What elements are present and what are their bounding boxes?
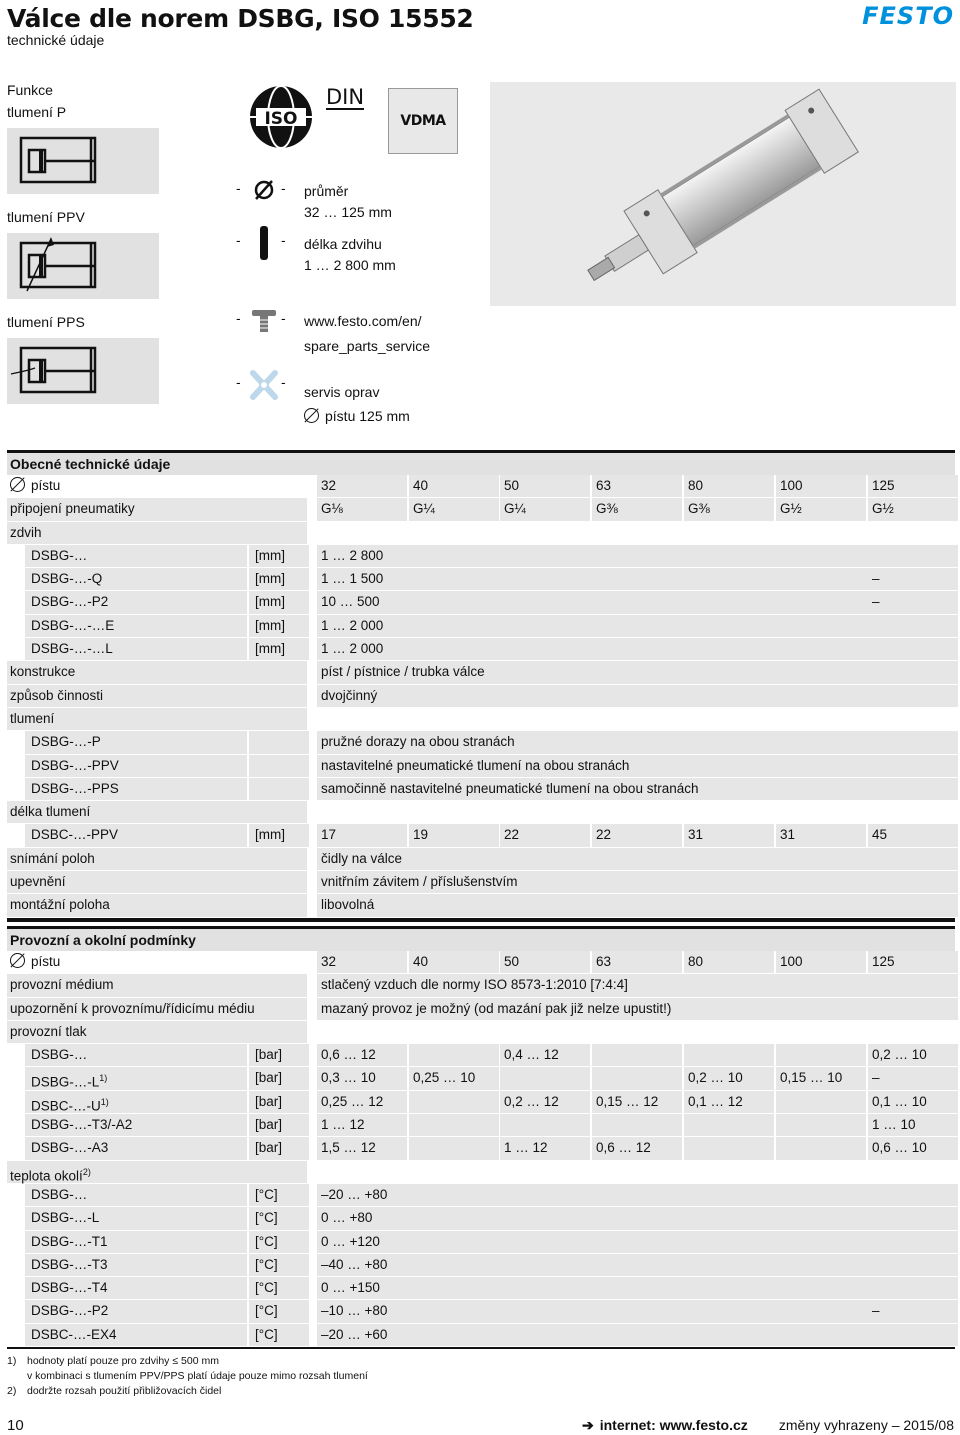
row-label: provozní médium (10, 977, 114, 993)
iso-logo (248, 84, 314, 150)
table-cell: 0,15 … 12 (596, 1093, 659, 1109)
table-cell: 0,6 … 12 (321, 1047, 376, 1063)
table-cell: 0,6 … 12 (596, 1140, 651, 1156)
row-unit: [bar] (255, 1140, 283, 1156)
table-cell: G½ (780, 501, 802, 517)
row-unit: [°C] (255, 1233, 278, 1249)
row-label: DSBG-…-T1 (31, 1233, 108, 1249)
row-label: DSBG-…-PPS (31, 780, 119, 796)
diameter-header-cell: 63 (596, 954, 612, 969)
row-label: DSBG-…-T4 (31, 1280, 108, 1296)
row-label: DSBG-… (31, 1186, 88, 1202)
row-unit: [mm] (255, 827, 285, 843)
table-row (7, 824, 955, 847)
row-unit: [bar] (255, 1070, 283, 1086)
row-unit: [°C] (255, 1256, 278, 1272)
table-cell: 0,15 … 10 (780, 1070, 843, 1086)
table-cell: G⅛ (321, 501, 343, 517)
row-unit: [°C] (255, 1303, 278, 1319)
footer-changes: změny vyhrazeny – 2015/08 (778, 1417, 954, 1433)
row-label: DSBC-…-PPV (31, 827, 119, 843)
function-label-ppv: tlumení PPV (7, 209, 85, 225)
diameter-header-cell: 50 (504, 954, 520, 969)
table-row (7, 1207, 955, 1230)
table-span-cell: –40 … +80 (321, 1256, 388, 1272)
table-cell: 0,1 … 10 (872, 1093, 927, 1109)
table-row (7, 1137, 955, 1160)
row-unit: [mm] (255, 547, 285, 563)
table-span-cell: stlačený vzduch dle normy ISO 8573-1:2010 [7:4:4] (321, 977, 628, 993)
page-title: Válce dle norem DSBG, ISO 15552 (7, 4, 474, 33)
function-label-p: tlumení P (7, 104, 67, 120)
general-table-heading: Obecné technické údaje (7, 450, 955, 475)
table-span-cell: 1 … 2 000 (321, 617, 384, 633)
table-span-cell: samočinně nastavitelné pneumatické tlumení na obou stranách (321, 780, 699, 796)
diameter-header-cell: 125 (872, 954, 895, 969)
table-row (7, 708, 955, 731)
table-span-cell: libovolná (321, 897, 375, 913)
spare-parts-link[interactable]: www.festo.com/en/ (304, 313, 422, 329)
general-diameter-row (7, 475, 955, 498)
table-span-cell: 1 … 2 800 (321, 547, 384, 563)
operating-table-heading: Provozní a okolní podmínky (7, 926, 955, 951)
row-unit: [mm] (255, 617, 285, 633)
table-cell: G¼ (504, 501, 526, 517)
table-cell: 0,2 … 12 (504, 1093, 559, 1109)
row-label: DSBG-…-PPV (31, 757, 119, 773)
arrow-right-icon: ➔ (582, 1417, 594, 1433)
table-cell: 22 (596, 827, 612, 843)
table-row (7, 1044, 955, 1067)
row-unit: [mm] (255, 594, 285, 610)
table-row (7, 1300, 955, 1323)
table-row (7, 1324, 955, 1347)
row-label: DSBG-…-Q (31, 571, 103, 587)
row-label: DSBG-… (31, 547, 88, 563)
page-number: 10 (7, 1417, 24, 1434)
diameter-header-cell: 80 (688, 954, 704, 969)
row-unit: [°C] (255, 1210, 278, 1226)
table-cell: G⅜ (688, 501, 710, 517)
cushioning-pps-symbol (7, 338, 159, 404)
row-unit: [bar] (255, 1047, 283, 1063)
diameter-symbol-icon (304, 408, 319, 423)
operating-diameter-row (7, 951, 955, 974)
functions-heading: Funkce (7, 82, 53, 98)
spec-diameter-value: 32 … 125 mm (304, 204, 392, 220)
table-row (7, 1021, 955, 1044)
row-label: DSBG-… (31, 1047, 88, 1063)
table-row (7, 1277, 955, 1300)
row-label: připojení pneumatiky (10, 501, 135, 517)
diameter-symbol-icon (10, 953, 25, 968)
table-row (7, 871, 955, 894)
table-cell: 0,1 … 12 (688, 1093, 743, 1109)
table-cell: 0,25 … 10 (413, 1070, 476, 1086)
diameter-header-cell: 100 (780, 954, 803, 969)
row-unit: [°C] (255, 1186, 278, 1202)
row-label: DSBG-…-P2 (31, 1303, 109, 1319)
table-row (7, 545, 955, 568)
table-row (7, 1254, 955, 1277)
table-span-cell: nastavitelné pneumatické tlumení na obou stranách (321, 757, 630, 773)
table-cell: 1,5 … 12 (321, 1140, 376, 1156)
row-label: provozní tlak (10, 1023, 87, 1039)
diameter-header-cell: 50 (504, 478, 520, 493)
diameter-symbol-icon (10, 477, 25, 492)
row-unit: [mm] (255, 571, 285, 587)
diameter-header-cell: 40 (413, 478, 429, 493)
table-cell: 0,2 … 10 (872, 1047, 927, 1063)
cushioning-p-symbol (7, 128, 159, 194)
table-cell: 0,4 … 12 (504, 1047, 559, 1063)
spec-repair-value: pístu 125 mm (304, 408, 410, 424)
table-cell: 0,6 … 10 (872, 1140, 927, 1156)
row-label: konstrukce (10, 664, 76, 680)
row-label: DSBG-…-P (31, 734, 101, 750)
table-row (7, 1161, 955, 1184)
row-label: DSBG-…-L (31, 1210, 100, 1226)
table-cell: 45 (872, 827, 888, 843)
row-label: upozornění k provoznímu/řídicímu médiu (10, 1000, 255, 1016)
diameter-header-cell: 63 (596, 478, 612, 493)
table-span-cell: 0 … +150 (321, 1280, 380, 1296)
table-cell: 1 … 10 (872, 1117, 916, 1133)
vdma-logo: VDMA (388, 88, 458, 154)
diameter-icon (252, 178, 276, 202)
function-label-pps: tlumení PPS (7, 314, 85, 330)
table-span-cell: 1 … 1 500 (321, 571, 384, 587)
din-logo: DIN (326, 85, 365, 109)
table-row (7, 638, 955, 661)
diameter-label: pístu (10, 475, 60, 497)
product-image (490, 82, 956, 306)
table-cell: 22 (504, 827, 520, 843)
table-cell: 31 (780, 827, 796, 843)
cushioning-ppv-symbol (7, 233, 159, 299)
table-cell: 19 (413, 827, 429, 843)
table-cell: 0,2 … 10 (688, 1070, 743, 1086)
diameter-header-cell: 125 (872, 478, 895, 493)
table-row (7, 801, 955, 824)
spec-stroke-value: 1 … 2 800 mm (304, 257, 396, 273)
row-label: DSBG-…-A3 (31, 1140, 109, 1156)
footer-internet-link[interactable]: ➔ internet: www.festo.cz (582, 1417, 748, 1433)
row-label: DSBC-…-EX4 (31, 1326, 117, 1342)
spare-parts-icon (250, 308, 278, 334)
table-row (7, 522, 955, 545)
row-label: DSBG-…-T3/-A2 (31, 1117, 133, 1133)
row-unit: [bar] (255, 1117, 283, 1133)
repair-icon (250, 370, 278, 400)
table-row (7, 974, 955, 997)
table-row (7, 755, 955, 778)
spec-diameter-label: průměr (304, 183, 349, 199)
table-span-cell: –20 … +60 (321, 1326, 388, 1342)
table-row (7, 568, 955, 591)
row-label: teplota okolí$^{2)}$ (10, 1166, 91, 1184)
table-row (7, 848, 955, 871)
table-span-cell: mazaný provoz je možný (od mazání pak již nelze upustit!) (321, 1000, 672, 1016)
table-span-cell: 10 … 500 (321, 594, 380, 610)
row-unit: [bar] (255, 1093, 283, 1109)
table-row (7, 1091, 955, 1114)
row-label: tlumení (10, 710, 55, 726)
table-row (7, 1114, 955, 1137)
table-cell: G½ (872, 501, 894, 517)
svg-text:ISO: ISO (264, 109, 298, 129)
table-span-cell: pružné dorazy na obou stranách (321, 734, 515, 750)
row-label: DSBG-…-…E (31, 617, 115, 633)
diameter-label: pístu (10, 951, 60, 973)
table-span-cell: 0 … +80 (321, 1210, 373, 1226)
row-unit: [mm] (255, 641, 285, 657)
table-row (7, 1231, 955, 1254)
row-label: DSBG-…-…L (31, 641, 113, 657)
table-cell: 1 … 12 (504, 1140, 548, 1156)
spec-repair-label: servis oprav (304, 384, 380, 400)
row-unit: [°C] (255, 1280, 278, 1296)
table-row (7, 498, 955, 521)
operating-conditions-table (7, 926, 955, 1349)
table-row (7, 661, 955, 684)
footnote-1b: v kombinaci s tlumením PPV/PPS platí údaje pouze mimo rozsah tlumení (27, 1370, 368, 1382)
table-cell: G¼ (413, 501, 435, 517)
table-span-cell: píst / pístnice / trubka válce (321, 664, 485, 680)
row-label: DSBG-…-P2 (31, 594, 109, 610)
page-subtitle: technické údaje (7, 32, 105, 48)
table-cell: 31 (688, 827, 704, 843)
general-data-table (7, 450, 955, 922)
table-row (7, 685, 955, 708)
table-cell: 1 … 12 (321, 1117, 365, 1133)
diameter-header-cell: 40 (413, 954, 429, 969)
diameter-header-cell: 100 (780, 478, 803, 493)
footnote-2: 2) dodržte rozsah použití přibližovacích čidel (7, 1385, 222, 1397)
table-span-cell: dvojčinný (321, 687, 378, 703)
row-unit: [°C] (255, 1326, 278, 1342)
row-label: upevnění (10, 874, 66, 890)
table-row (7, 998, 955, 1021)
row-label: DSBG-$\dots-L^{1)}$ (31, 1073, 108, 1090)
row-label: způsob činnosti (10, 687, 104, 703)
stroke-icon (258, 226, 270, 260)
row-label: DSBG-…-T3 (31, 1256, 108, 1272)
table-cell: 17 (321, 827, 337, 843)
table-span-cell: čidly na válce (321, 850, 403, 866)
diameter-header-cell: 32 (321, 478, 337, 493)
row-label: zdvih (10, 524, 42, 540)
table-row (7, 731, 955, 754)
row-label: DSBC-$\dots-U^{1)}$ (31, 1096, 109, 1114)
spare-parts-link-path[interactable]: spare_parts_service (304, 338, 431, 354)
table-cell-dash: – (872, 1303, 880, 1319)
table-row (7, 1067, 955, 1090)
table-cell: G⅜ (596, 501, 618, 517)
table-cell-dash: – (872, 571, 880, 587)
table-span-cell: –10 … +80 (321, 1303, 388, 1319)
table-span-cell: vnitřním závitem / příslušenstvím (321, 874, 518, 890)
row-label: montážní poloha (10, 897, 110, 913)
table-span-cell: 0 … +120 (321, 1233, 380, 1249)
table-cell: 0,25 … 12 (321, 1093, 384, 1109)
diameter-header-cell: 32 (321, 954, 337, 969)
table-cell: 0,3 … 10 (321, 1070, 376, 1086)
table-row (7, 1184, 955, 1207)
table-row (7, 615, 955, 638)
table-row (7, 894, 955, 917)
table-span-cell: 1 … 2 000 (321, 641, 384, 657)
spec-stroke-label: délka zdvihu (304, 236, 382, 252)
festo-logo: FESTO (862, 2, 954, 30)
row-label: délka tlumení (10, 804, 91, 820)
table-row (7, 778, 955, 801)
footnote-1: 1) hodnoty platí pouze pro zdvihy ≤ 500 mm (7, 1355, 219, 1367)
table-cell: – (872, 1070, 880, 1086)
table-row (7, 591, 955, 614)
table-span-cell: –20 … +80 (321, 1186, 388, 1202)
diameter-header-cell: 80 (688, 478, 704, 493)
row-label: snímání poloh (10, 850, 95, 866)
table-cell-dash: – (872, 594, 880, 610)
